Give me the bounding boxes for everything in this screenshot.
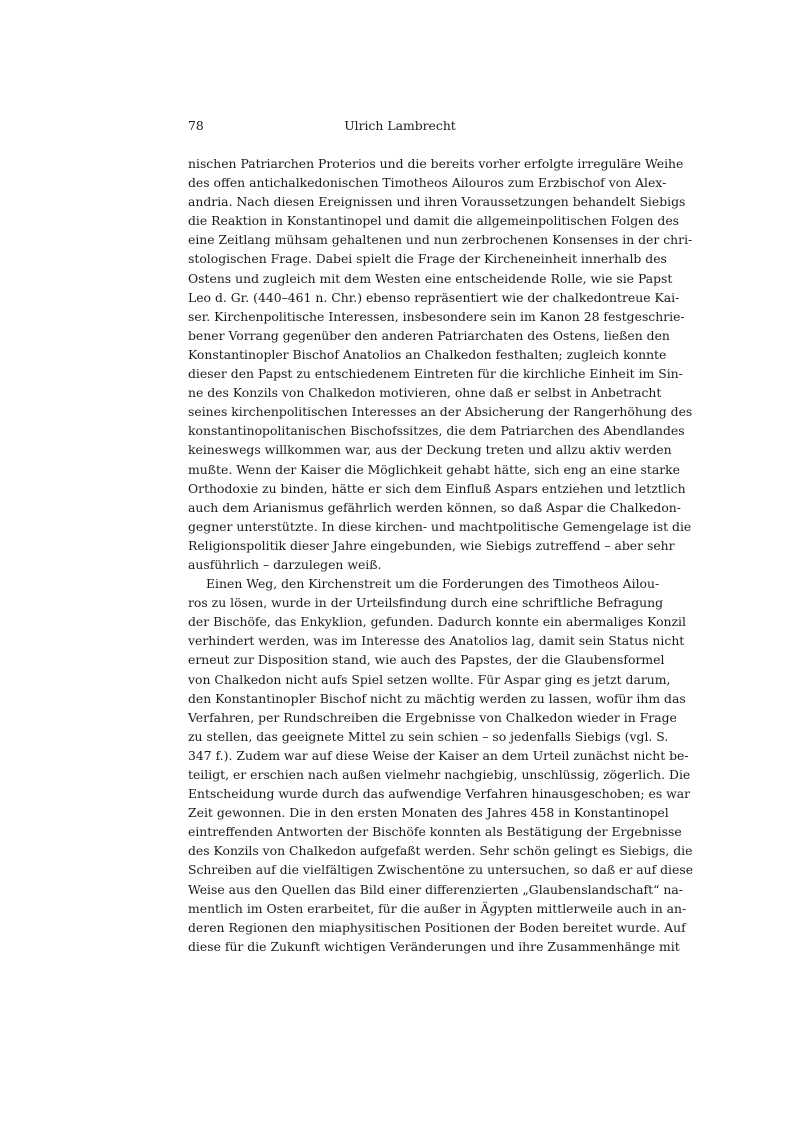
text-line: Leo d. Gr. (440–461 n. Chr.) ebenso repräsentiert wie der chalkedontreue Kai- (188, 289, 680, 305)
text-line: zu stellen, das geeignete Mittel zu sein schien – so jedenfalls Siebigs (vgl. S. (188, 728, 669, 744)
book-page (188, 118, 694, 956)
text-line: Ostens und zugleich mit dem Westen eine entscheidende Rolle, wie sie Papst (188, 270, 673, 286)
text-line: ausführlich – darzulegen weiß. (188, 556, 382, 572)
paragraph (188, 154, 693, 574)
text-line: Konstantinopler Bischof Anatolios an Chalkedon festhalten; zugleich konnte (188, 346, 667, 362)
text-line: die Reaktion in Konstantinopel und damit die allgemeinpolitischen Folgen des (188, 213, 680, 229)
text-line: der Bischöfe, das Enkyklion, gefunden. Dadurch konnte ein abermaliges Konzil (188, 614, 686, 630)
text-line: des Konzils von Chalkedon aufgefaßt werden. Sehr schön gelingt es Siebigs, die (188, 843, 693, 859)
text-line: auch dem Arianismus gefährlich werden können, so daß Aspar die Chalkedon- (188, 499, 681, 515)
text-line: keineswegs willkommen war, aus der Deckung treten und allzu aktiv werden (188, 442, 672, 458)
text-line: seines kirchenpolitischen Interesses an der Absicherung der Rangerhöhung des (188, 404, 693, 420)
text-line: verhindert werden, was im Interesse des Anatolios lag, damit sein Status nicht (188, 633, 685, 649)
text-line: deren Regionen den miaphysitischen Positionen der Boden bereitet wurde. Auf (188, 919, 686, 935)
text-line: mußte. Wenn der Kaiser die Möglichkeit gehabt hätte, sich eng an eine starke (188, 461, 680, 477)
text-line: ser. Kirchenpolitische Interessen, insbesondere sein im Kanon 28 festgeschrie- (188, 308, 685, 324)
text-line: teiligt, er erschien nach außen vielmehr nachgiebig, unschlüssig, zögerlich. Die (188, 767, 691, 782)
text-line: ros zu lösen, wurde in der Urteilsfindung durch eine schriftliche Befragung (188, 595, 664, 611)
body-text (188, 154, 694, 956)
text-line: konstantinopolitanischen Bischofssitzes, die dem Patriarchen des Abendlandes (188, 423, 685, 439)
text-line: erneut zur Disposition stand, wie auch des Papstes, der die Glaubensformel (188, 652, 665, 668)
paragraph (188, 574, 694, 956)
text-line: bener Vorrang gegenüber den anderen Patriarchaten des Ostens, ließen den (188, 327, 670, 343)
page-header: 78 Ulrich Lambrecht (188, 118, 612, 136)
text-line: 347 f.). Zudem war auf diese Weise der Kaiser an dem Urteil zunächst nicht be- (188, 747, 689, 763)
text-line: diese für die Zukunft wichtigen Veränderungen und ihre Zusammenhänge mit (188, 938, 680, 954)
text-line: eine Zeitlang mühsam gehaltenen und nun zerbrochenen Konsenses in der chri- (188, 232, 693, 248)
text-line: andria. Nach diesen Ereignissen und ihren Voraussetzungen behandelt Siebigs (188, 194, 686, 210)
text-line: Zeit gewonnen. Die in den ersten Monaten des Jahres 458 in Konstantinopel (188, 805, 669, 821)
text-line: den Konstantinopler Bischof nicht zu mächtig werden zu lassen, wofür ihm das (188, 690, 686, 706)
text-line: Entscheidung wurde durch das aufwendige Verfahren hinausgeschoben; es war (188, 786, 691, 802)
text-line: mentlich im Osten erarbeitet, für die außer in Ägypten mittlerweile auch in an- (188, 900, 687, 916)
text-line: dieser den Papst zu entschiedenem Eintreten für die kirchliche Einheit im Sin- (188, 366, 683, 382)
text-line: von Chalkedon nicht aufs Spiel setzen wollte. Für Aspar ging es jetzt darum, (188, 671, 671, 687)
text-line: Verfahren, per Rundschreiben die Ergebnisse von Chalkedon wieder in Frage (188, 709, 677, 725)
text-line: Schreiben auf die vielfältigen Zwischentöne zu untersuchen, so daß er auf diese (188, 862, 694, 878)
text-line: eintreffenden Antworten der Bischöfe konnten als Bestätigung der Ergebnisse (188, 824, 682, 840)
text-line: gegner unterstützte. In diese kirchen- und machtpolitische Gemengelage ist die (188, 518, 692, 534)
text-line: Orthodoxie zu binden, hätte er sich dem Einfluß Aspars entziehen und letztlich (188, 480, 686, 496)
text-line: Weise aus den Quellen das Bild einer differenzierten „Glaubenslandschaft“ na- (188, 881, 683, 897)
running-head: Ulrich Lambrecht (344, 118, 456, 133)
text-line: des offen antichalkedonischen Timotheos Ailouros zum Erzbischof von Alex- (188, 175, 667, 191)
text-line: Einen Weg, den Kirchenstreit um die Forderungen des Timotheos Ailou- (206, 576, 660, 592)
text-line: Religionspolitik dieser Jahre eingebunden, wie Siebigs zutreffend – aber sehr (188, 537, 675, 553)
text-line: ne des Konzils von Chalkedon motivieren, ohne daß er selbst in Anbetracht (188, 385, 662, 401)
text-line: nischen Patriarchen Proterios und die bereits vorher erfolgte irreguläre Weihe (188, 156, 684, 171)
text-line: stologischen Frage. Dabei spielt die Frage der Kircheneinheit innerhalb des (188, 251, 667, 267)
